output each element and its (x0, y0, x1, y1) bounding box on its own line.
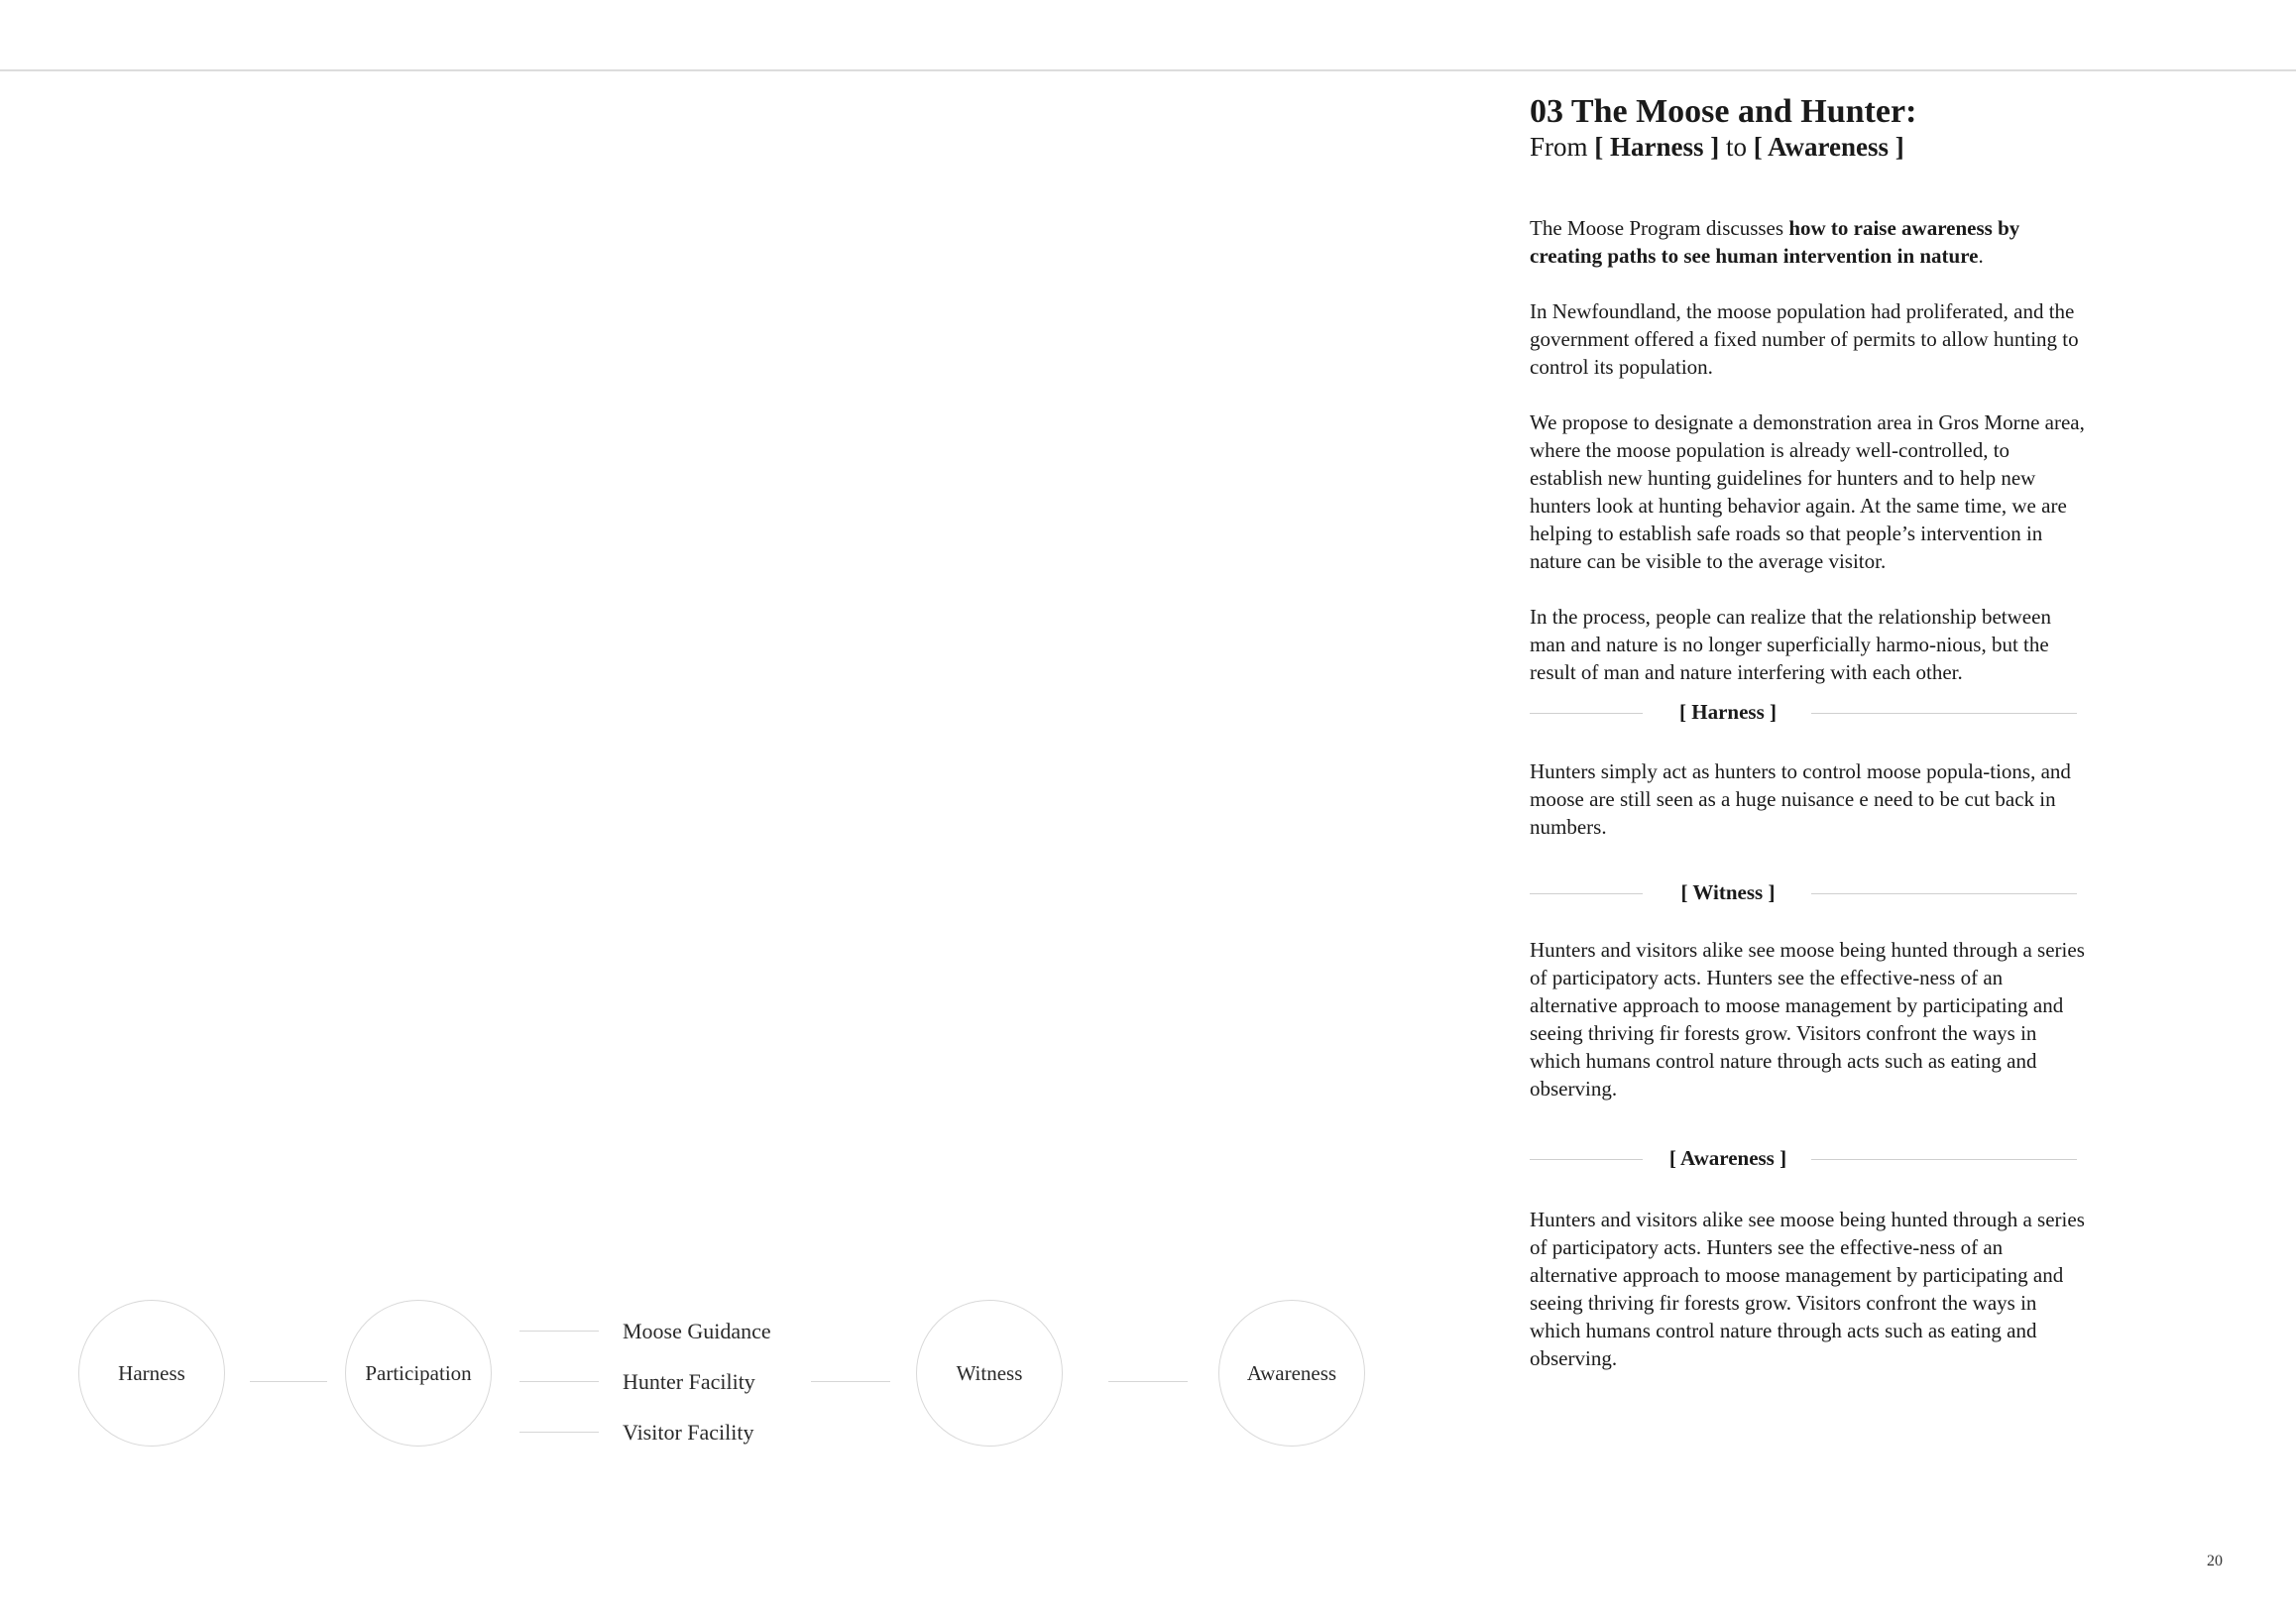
heading-label-awareness: [ Awareness ] (1668, 1146, 1787, 1170)
subtitle-mid: to (1719, 132, 1754, 162)
heading-label-harness: [ Harness ] (1679, 700, 1777, 724)
section-heading-harness (1530, 698, 2075, 726)
node-awareness-label: Awareness (1246, 1360, 1337, 1385)
node-harness (78, 1300, 225, 1447)
page-number: 20 (2207, 1553, 2223, 1569)
connector-branch-visitor-facility (519, 1432, 599, 1433)
subtitle-term-harness: [ Harness ] (1594, 132, 1720, 162)
connector-branch-moose-guidance (519, 1331, 599, 1332)
intro-p1-lead: The Moose Program discusses (1530, 216, 1789, 240)
subtitle-prefix: From (1530, 132, 1595, 162)
heading-rule-left (1530, 1159, 1643, 1160)
intro-paragraph-1 (1530, 214, 2085, 270)
section-heading-awareness (1530, 1144, 2075, 1172)
intro-paragraph-2: In Newfoundland, the moose population had proliferated, and the government offered a fixed number of permits to allow hunting to control its population. (1530, 299, 2079, 379)
node-witness (916, 1300, 1063, 1447)
connector-branch-hunter-facility (519, 1381, 599, 1382)
node-witness-label: Witness (956, 1360, 1023, 1385)
node-participation (345, 1300, 492, 1447)
connector-witness-awareness (1108, 1381, 1188, 1382)
heading-rule-right (1811, 1159, 2077, 1160)
section-heading-witness (1530, 878, 2075, 906)
heading-rule-left (1530, 893, 1643, 894)
node-awareness (1218, 1300, 1365, 1447)
branch-moose-guidance: Moose Guidance (623, 1319, 771, 1343)
heading-label-witness: [ Witness ] (1680, 880, 1776, 904)
branch-visitor-facility: Visitor Facility (623, 1420, 754, 1445)
subtitle-term-awareness: [ Awareness ] (1753, 132, 1904, 162)
page-title: 03 The Moose and Hunter: (1530, 93, 1917, 130)
text-column (1530, 93, 2085, 1372)
node-participation-label: Participation (365, 1360, 472, 1385)
heading-rule-right (1811, 893, 2077, 894)
node-harness-label: Harness (118, 1360, 185, 1385)
heading-rule-right (1811, 713, 2077, 714)
connector-facility-witness (811, 1381, 890, 1382)
section-body-harness: Hunters simply act as hunters to control moose popula-tions, and moose are still seen as a huge nuisance e need to be cut back in numbers. (1530, 759, 2071, 839)
intro-p1-end: . (1978, 244, 1984, 268)
branch-hunter-facility: Hunter Facility (623, 1369, 755, 1394)
connector-harness-participation (250, 1381, 327, 1382)
heading-rule-left (1530, 713, 1643, 714)
intro-paragraph-3: We propose to designate a demonstration area in Gros Morne area, where the moose population is already well-controlled, to establish new hunting guidelines for hunters and to help new hunters look at hunting behavior again. At the same time, we are helping to establish safe roads so that people’s intervention in nature can be visible to the average visitor. (1530, 410, 2085, 573)
section-body-witness: Hunters and visitors alike see moose being hunted through a series of participatory acts. Hunters see the effective-ness of an alternative approach to moose management by participating and seeing thriving fir forests grow. Visitors confront the ways in which humans control nature through acts such as eating and observing. (1530, 938, 2085, 1101)
page-subtitle (1530, 131, 2085, 163)
section-body-awareness: Hunters and visitors alike see moose being hunted through a series of participatory acts. Hunters see the effective-ness of an alternative approach to moose management by participating and seeing thriving fir forests grow. Visitors confront the ways in which humans control nature through acts such as eating and observing. (1530, 1208, 2085, 1370)
intro-p1-emphasis: how to raise awareness by creating paths to see human intervention in nature (1530, 216, 2020, 268)
intro-paragraph-4: In the process, people can realize that the relationship between man and nature is no longer superficially harmo-nious, but the result of man and nature interfering with each other. (1530, 605, 2051, 684)
